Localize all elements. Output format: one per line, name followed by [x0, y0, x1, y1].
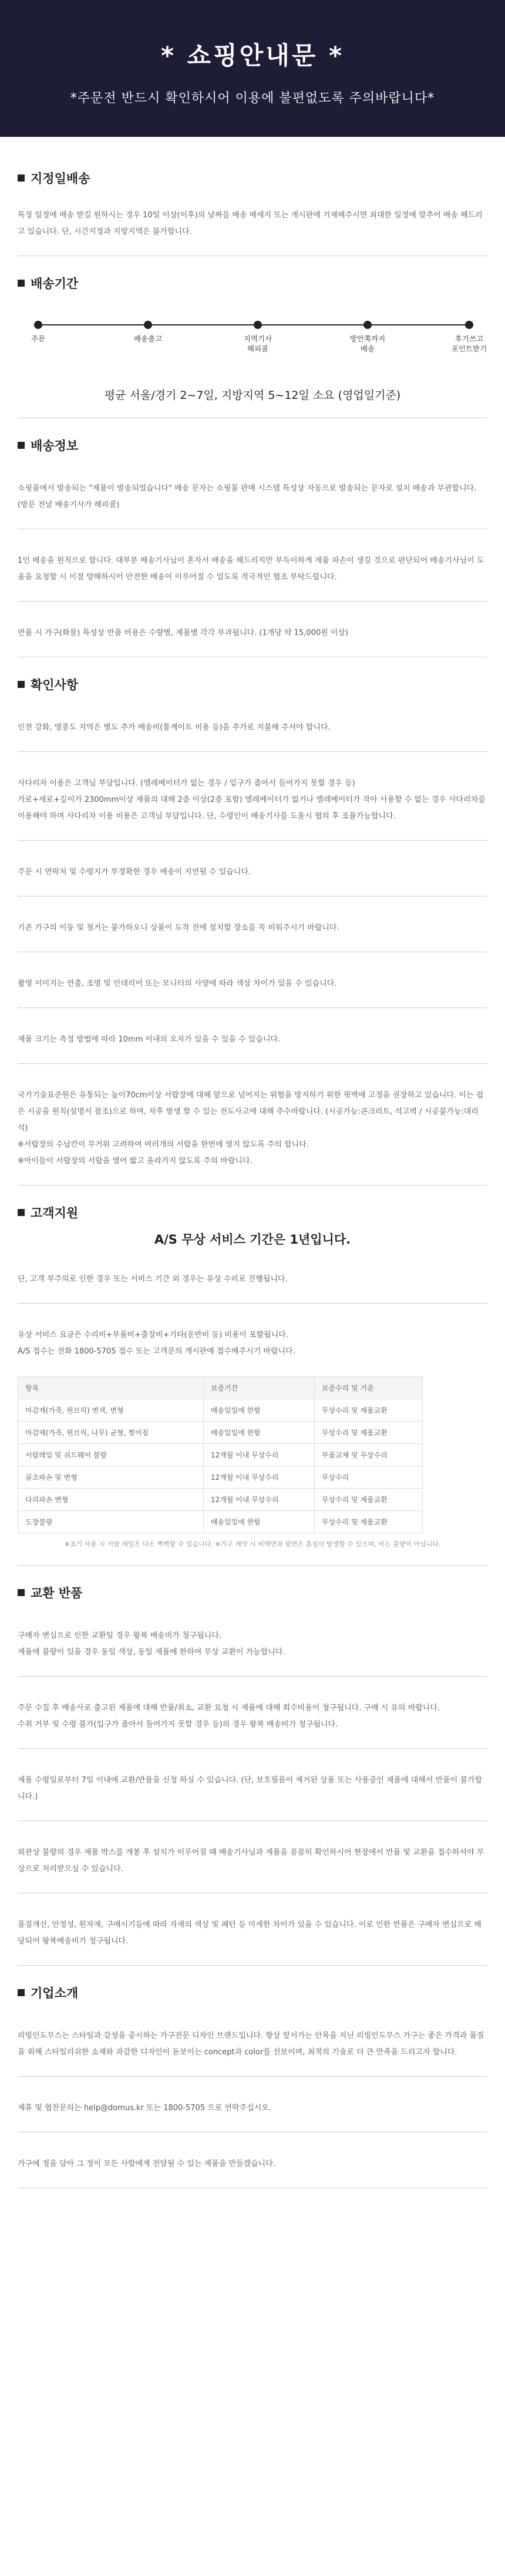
divider	[18, 1007, 487, 1008]
check-text: 촬영 이미지는 연출, 조명 및 인테리어 또는 모니터의 사양에 따라 색상 차이가 있을 수 있습니다.	[18, 979, 337, 988]
timeline-dot	[34, 321, 42, 329]
table-row: 마감재(가죽, 원브릭) 변색, 변형 배송일일에 한함 무상수리 및 제품교환	[18, 1399, 423, 1422]
designated-text: 특정 일정에 배송 받길 원하시는 경우 10일 이상(이후)의 날짜를 배송 메세지 또는 게시판에 기재해주시면 최대한 일정에 맞추어 배송 해드리고 있습니다. 단, 시간지정과 지방지역은 불가합니다.	[18, 211, 483, 236]
divider	[18, 1748, 487, 1749]
divider	[18, 751, 487, 752]
check-text: 제품 크기는 측정 방법에 따라 10mm 이내의 오차가 있을 수 있을 수 있습니다.	[18, 1035, 281, 1044]
divider	[18, 1565, 487, 1566]
check-text: 주문 시 연락처 및 수령지가 부정확한 경우 배송이 지연될 수 있습니다.	[18, 868, 251, 876]
delivery-timeline	[23, 316, 487, 375]
timeline-step-label: 배송출고	[133, 334, 163, 343]
delivery-period-summary: 평균 서울/경기 2~7일, 지방지역 5~12일 소요 (영업일기준)	[104, 389, 401, 402]
divider	[18, 601, 487, 602]
divider	[18, 1676, 487, 1677]
hero-title: * 쇼핑안내문 *	[160, 41, 345, 70]
divider	[18, 1965, 487, 1966]
timeline-step-label: 후기쓰고 포인트받기	[451, 334, 487, 353]
exchange-text: 외관상 불량의 경우 제품 박스를 개봉 후 설치가 이루어질 때 배송기사님과 제품을 꼼꼼히 확인하시어 현장에서 반품 및 교환을 접수하셔야 무상으로 처리받으실 수 있습니다.	[18, 1848, 484, 1873]
section-designated-delivery	[0, 166, 505, 240]
company-text: 리빙인도무스는 스타일과 감성을 중시하는 가구전문 디자인 브랜드입니다. 항상 앞서가는 안목을 지닌 리빙인도무스 가구는 좋은 가격과 품질을 위해 스타일리쉬한 소재와 과감한 디자인이 돋보이는 concept과 color를 선보이며, 최적의 기술로 더 큰 만족을 드리고자 합니다.	[18, 2031, 484, 2057]
table-row: 마감재(가죽, 원브릭, 나무) 균형, 찢어짐 배송일일에 한함 무상수리 및 제품교환	[18, 1422, 423, 1444]
exchange-text: 주문 수집 후 배송사로 출고된 제품에 대해 반품/취소, 교환 요청 시 제품에 대해 회수비용이 청구됩니다. 구매 시 유의 바랍니다. 수취 거부 및 수령 불가(입구가 좁아서 들어가지 못할 경우 등)의 경우 왕복 배송비가 청구됩니다.	[18, 1704, 440, 1729]
square-bullet-icon	[18, 1209, 25, 1216]
check-text: 사다리차 이용은 고객님 부담입니다. (엘레베이터가 없는 경우 / 입구가 좁아서 들어가지 못할 경우 등) 가로+세로+깊이가 2300mm이상 제품의 대해 2층 이상(2층 포함) 엘레베이터가 없거나 엘레베이터가 작아 사용할 수 없는 경우 사다리차를 이용해야 하며 사다리차 이용 비용은 고객님 부담입니다. 단, 수령인이 배송기사를 도울시 협의 후 조율가능합니다.	[18, 779, 486, 821]
check-text: 국가기술표준원은 유통되는 높이70cm이상 서랍장에 대해 앞으로 넘어지는 위험을 방지하기 위한 핏벽에 고정을 권장하고 있습니다. 이는 쉽은 시공을 원칙(설명서 참조)으로 하며, 차후 발생 할 수 있는 전도사고에 대해 추수바랍니다. (시공가능:콘크리트, 석고벽 / 시공불가능:대리석) ※서랍장의 수납칸이 무거워 고려하여 여러개의 서랍을 한번에 열지 않도록 주의 합니다. ※아이들이 서랍장의 서랍을 열어 밟고 올라가지 않도록 주의 바랍니다.	[18, 1091, 484, 1166]
square-bullet-icon	[18, 174, 25, 182]
exchange-text: 품질개선, 안정성, 원자재, 구매시기등에 따라 자재의 색상 및 패턴 등 미세한 차이가 있을 수 있습니다. 이로 인한 반품은 구매자 변심으로 해당되어 왕복배송비가 청구됩니다.	[18, 1920, 482, 1946]
as-note: ※초기 사용 시 서랍 레일은 다소 뻑뻑할 수 있습니다. ※가구 계약 시 비맥면과 뒷면은 흠집이 발생할 수 있으며, 이는 불량이 아닙니다.	[64, 1540, 441, 1548]
section-heading: 교환 반품	[18, 1581, 487, 1604]
section-delivery-period	[0, 271, 505, 295]
square-bullet-icon	[18, 1589, 25, 1596]
timeline-line	[38, 324, 467, 325]
square-bullet-icon	[18, 681, 25, 688]
table-row: 골조파손 및 변형 12개월 이내 무상수리 무상수리	[18, 1466, 423, 1489]
exchange-text: 구매자 변심으로 인한 교환일 경우 왕복 배송비가 청구됩니다. 제품에 불량이 있을 경우 동일 색상, 동일 제품에 한하여 무상 교환이 가능합니다.	[18, 1631, 285, 1657]
hero-banner	[0, 0, 505, 137]
timeline-dot	[254, 321, 262, 329]
exchange-text: 제품 수령일로부터 7일 이내에 교환/반품을 신청 하실 수 있습니다. (단, 보호필름이 제거된 상품 또는 사용중인 제품에 대해서 반품이 불가합니다.)	[18, 1776, 483, 1801]
info-text: 반품 시 가구(화물) 특성상 반품 비용은 수량별, 제품별 각각 부과됩니다. (1개당 약 15,000원 이상)	[18, 629, 349, 637]
divider	[18, 1063, 487, 1064]
info-text: 쇼핑몰에서 발송되는 "제품이 발송되었습니다" 배송 문자는 쇼핑몰 판매 시스템 특성상 자동으로 발송되는 문자로 설치 배송과 무관합니다. (방문 전날 배송기사가 해피콜)	[18, 484, 477, 509]
info-text: 1인 배송을 원칙으로 합니다. 대부분 배송기사님이 혼자서 배송을 해드리지만 부득이하게 제품 파손이 생길 것으로 판단되어 배송기사님이 도움을 요청할 시 이점 양해하시어 안전한 배송이 이루어질 수 있도록 적극적인 협조 부탁드립니다.	[18, 556, 484, 582]
timeline-dot	[144, 321, 152, 329]
cs-text: 유상 서비스 요금은 수리비+부품비+출장비+기타(운반비 등) 비용이 포함됩니다. A/S 접수는 전화 1800-5705 접수 또는 고객문의 게시판에 접수해주시기 바랍니다.	[18, 1331, 295, 1356]
timeline-step-label: 지역기사 해피콜	[243, 334, 272, 353]
check-text: 인천 강화, 영종도 지역은 별도 추가 배송비(통계이트 비용 등)을 추가로 지불해 주셔야 합니다.	[18, 723, 331, 732]
hero-subtitle: *주문전 반드시 확인하시어 이용에 불편없도록 주의바랍니다*	[70, 91, 435, 106]
table-row: 도장불량 배송일일에 한함 무상수리 및 제품교환	[18, 1511, 423, 1533]
company-contact: 제휴 및 협찬문의는 help@domus.kr 또는 1800-5705 으로 연락주십시오.	[18, 2104, 271, 2112]
section-heading: 확인사항	[18, 673, 487, 696]
timeline-step-label: 방안쪽까지 배송	[349, 334, 386, 353]
section-check-items	[0, 673, 505, 1170]
section-heading: 배송정보	[18, 434, 487, 457]
check-text: 기존 가구의 이동 및 철거는 불가하오니 상품이 도착 전에 설치할 장소를 꼭 비워주시기 바랍니다.	[18, 923, 339, 932]
table-row: 항목 보증기간 보증수리 및 기준	[18, 1377, 423, 1399]
section-heading: 지정일배송	[18, 166, 487, 190]
table-row: 서랍레일 및 쉬드웨어 불량 12개월 이내 무상수리 부품교체 및 무상수리	[18, 1444, 423, 1466]
divider	[18, 840, 487, 841]
timeline-step-label: 주문	[31, 334, 46, 343]
as-period-title: A/S 무상 서비스 기간은 1년입니다.	[154, 1232, 351, 1247]
divider	[18, 2076, 487, 2077]
square-bullet-icon	[18, 280, 25, 287]
square-bullet-icon	[18, 1989, 25, 1996]
section-delivery-info	[0, 434, 505, 642]
table-row: 다리파손 변형 12개월 이내 무상수리 무상수리 및 제품교환	[18, 1489, 423, 1511]
section-heading: 기업소개	[18, 1981, 487, 2004]
cs-text: 단, 고객 부주의로 인한 경우 또는 서비스 기간 외 경우는 유상 수리로 진행됩니다.	[18, 1275, 288, 1284]
section-exchange-return	[0, 1581, 505, 1950]
as-warranty-table	[18, 1376, 423, 1533]
square-bullet-icon	[18, 442, 25, 449]
timeline-dot	[465, 321, 473, 329]
divider	[18, 1303, 487, 1304]
section-customer-support	[0, 1201, 505, 1550]
section-heading: 배송기간	[18, 271, 487, 295]
section-company-intro	[0, 1981, 505, 2188]
timeline-dot	[363, 321, 372, 329]
section-heading: 고객지원	[18, 1201, 487, 1224]
company-text: 가구에 정을 담아 그 정이 모든 사람에게 전달될 수 있는 제품을 만들겠습니다.	[18, 2159, 275, 2168]
